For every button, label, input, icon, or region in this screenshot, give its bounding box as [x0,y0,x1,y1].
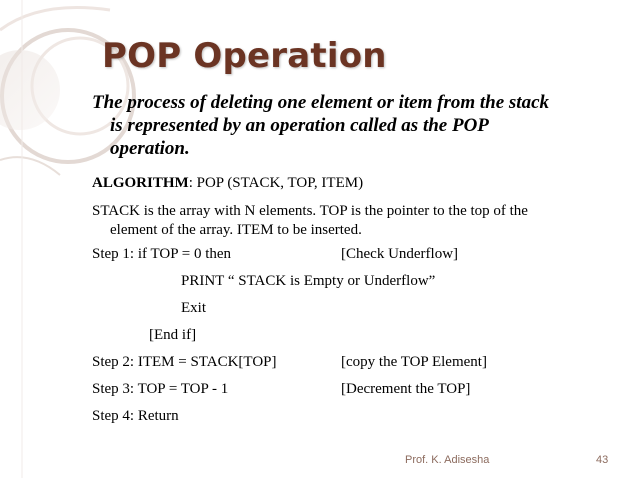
end-if-line: [End if] [149,327,197,343]
step-3: Step 3: TOP = TOP - 1 [92,381,229,397]
footer-author: Prof. K. Adisesha [405,454,490,466]
step-1: Step 1: if TOP = 0 then [92,246,232,262]
intro-line-1: The process of deleting one element or item from the stack [92,92,550,113]
step-2-comment: [copy the TOP Element] [341,354,487,370]
step-1-comment: [Check Underflow] [341,246,459,262]
step-2: Step 2: ITEM = STACK[TOP] [92,354,277,370]
intro-paragraph [92,91,612,160]
description-line-2: element of the array. ITEM to be inserted. [110,222,362,238]
footer-page-number: 43 [596,454,609,466]
page-title: POP Operation [102,36,387,76]
step-4: Step 4: Return [92,408,179,424]
algorithm-signature: : POP (STACK, TOP, ITEM) [188,175,364,191]
print-line: PRINT “ STACK is Empty or Underflow” [181,273,436,289]
algorithm-label: ALGORITHM [92,175,189,191]
exit-line: Exit [181,300,206,316]
algorithm-header [92,174,363,192]
description-line-1: STACK is the array with N elements. TOP is the pointer to the top of the [92,203,528,219]
step-3-comment: [Decrement the TOP] [341,381,471,397]
intro-line-2: is represented by an operation called as the POP [110,115,489,136]
intro-line-3: operation. [110,138,190,159]
